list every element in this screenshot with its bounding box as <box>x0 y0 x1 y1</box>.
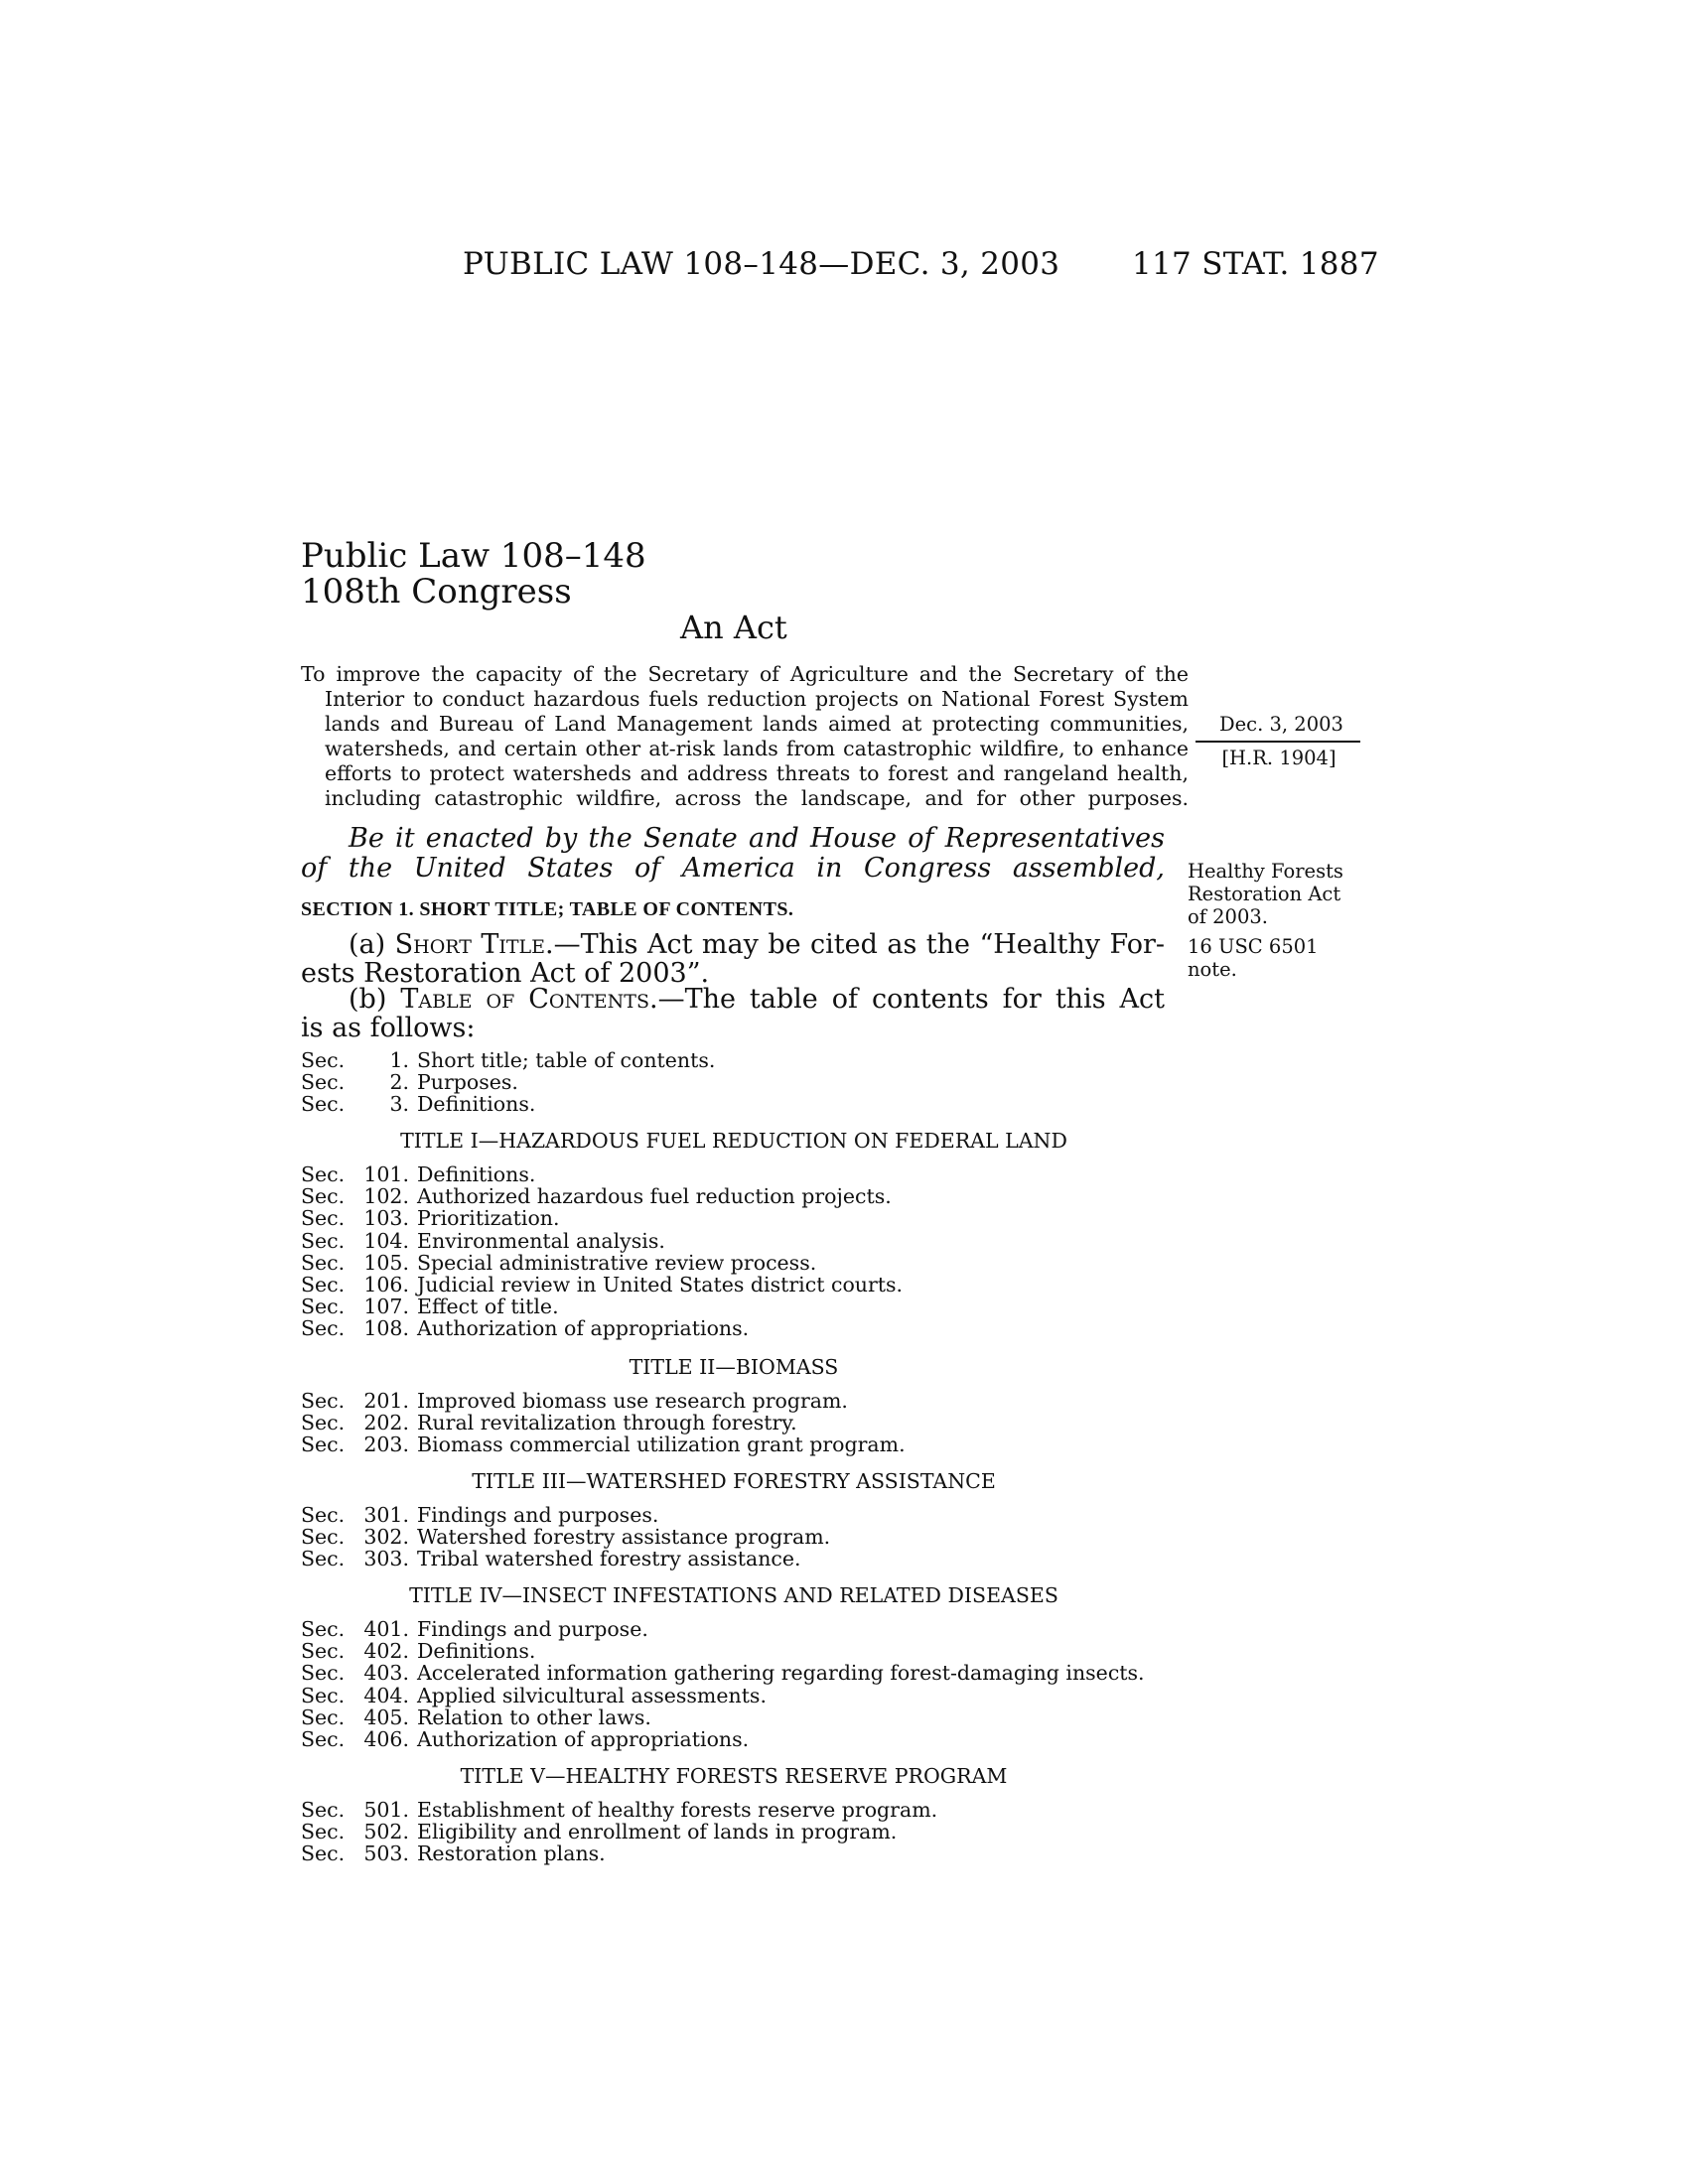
toc-entry <box>301 1640 1195 1662</box>
toc-sec-label: Sec. <box>301 1250 346 1275</box>
toc-sec-title: Establishment of healthy forests reserve program. <box>417 1798 938 1822</box>
toc-sec-number: 302. <box>363 1525 409 1550</box>
subsection-a-label: (a) <box>349 929 395 960</box>
toc-entry <box>301 1618 1195 1640</box>
toc-sec-number: 401. <box>363 1617 409 1641</box>
subsection-a-text: .—This Act may be cited as the “Healthy For- <box>545 929 1165 960</box>
enacting-clause: Be it enacted by the Senate and House of Representatives of the United States of America in Congress assembled, <box>301 823 1165 884</box>
toc-sec-label: Sec. <box>301 1295 346 1319</box>
toc-sec-number: 301. <box>363 1503 409 1527</box>
toc-title-1-sections <box>301 1163 1195 1340</box>
running-header-stat-page: 117 STAT. 1887 <box>1132 246 1379 282</box>
toc-sec-label: Sec. <box>301 1661 346 1686</box>
toc-sec-label: Sec. <box>301 1503 346 1527</box>
toc-sec-title: Tribal watershed forestry assistance. <box>417 1547 801 1571</box>
subsection-b-line-2: is as follows: <box>301 1013 476 1043</box>
toc-entry <box>301 1252 1195 1274</box>
toc-sec-title: Definitions. <box>417 1092 536 1117</box>
subsection-b-label: (b) <box>349 984 401 1015</box>
toc-sec-label: Sec. <box>301 1433 346 1457</box>
toc-sec-number: 103. <box>363 1206 409 1231</box>
toc-sec-number: 1. <box>389 1048 409 1072</box>
toc-sec-number: 403. <box>363 1661 409 1686</box>
toc-entry <box>301 1526 1195 1548</box>
toc-entry <box>301 1728 1195 1750</box>
toc-sec-title: Watershed forestry assistance program. <box>417 1525 831 1550</box>
toc-sec-label: Sec. <box>301 1070 346 1095</box>
toc-sec-title: Findings and purposes. <box>417 1503 659 1527</box>
toc-sec-label: Sec. <box>301 1842 346 1866</box>
toc-title-4-sections <box>301 1618 1195 1750</box>
toc-sec-label: Sec. <box>301 1206 346 1231</box>
toc-title-3-sections <box>301 1504 1195 1570</box>
toc-sec-title: Rural revitalization through forestry. <box>417 1411 797 1435</box>
running-header-citation: PUBLIC LAW 108–148—DEC. 3, 2003 <box>463 246 1060 282</box>
toc-sec-label: Sec. <box>301 1617 346 1641</box>
toc-sec-title: Applied silvicultural assessments. <box>417 1683 767 1707</box>
toc-sec-number: 406. <box>363 1727 409 1752</box>
toc-sec-title: Short title; table of contents. <box>417 1048 716 1072</box>
toc-entry <box>301 1685 1195 1706</box>
toc-sec-number: 105. <box>363 1250 409 1275</box>
toc-sec-label: Sec. <box>301 1820 346 1844</box>
toc-sec-label: Sec. <box>301 1798 346 1822</box>
toc-sec-number: 404. <box>363 1683 409 1707</box>
toc-sec-title: Improved biomass use research program. <box>417 1389 848 1413</box>
toc-sec-number: 502. <box>363 1820 409 1844</box>
toc-sec-label: Sec. <box>301 1228 346 1253</box>
toc-sec-label: Sec. <box>301 1639 346 1664</box>
toc-sec-number: 203. <box>363 1433 409 1457</box>
section-1-heading: SECTION 1. SHORT TITLE; TABLE OF CONTENTS. <box>301 898 794 920</box>
toc-title-heading: TITLE II—BIOMASS <box>629 1355 839 1379</box>
toc-title-5-sections <box>301 1799 1195 1865</box>
purpose-statement: To improve the capacity of the Secretary of Agriculture and the Secretary of the Interior to conduct hazardous fuels reduction projects on National Forest System lands and Bureau of Land Management lands aimed at protecting communities, watersheds, and certain other at-risk lands from catastrophic wildfire, to enhance efforts to protect watersheds and address threats to forest and rangeland health, including catastrophic wildfire, across the landscape, and for other purposes. <box>301 662 1189 810</box>
subsection-a-line-2: ests Restoration Act of 2003”. <box>301 958 710 989</box>
toc-sec-number: 107. <box>363 1295 409 1319</box>
toc-entry <box>301 1093 1195 1115</box>
margin-short-title-note: Healthy Forests Restoration Act of 2003. <box>1188 860 1343 928</box>
toc-sec-number: 104. <box>363 1228 409 1253</box>
toc-sec-label: Sec. <box>301 1389 346 1413</box>
toc-sec-label: Sec. <box>301 1547 346 1571</box>
toc-entry <box>301 1412 1195 1433</box>
toc-sec-number: 402. <box>363 1639 409 1664</box>
toc-sec-number: 2. <box>389 1070 409 1095</box>
toc-entry <box>301 1433 1195 1455</box>
toc-sec-title: Eligibility and enrollment of lands in program. <box>417 1820 898 1844</box>
toc-entry <box>301 1274 1195 1296</box>
toc-sec-title: Judicial review in United States district courts. <box>417 1273 904 1297</box>
toc-sec-number: 503. <box>363 1842 409 1866</box>
toc-entry <box>301 1799 1195 1821</box>
toc-sec-label: Sec. <box>301 1162 346 1186</box>
margin-rule <box>1196 741 1360 743</box>
toc-sec-number: 106. <box>363 1273 409 1297</box>
toc-sec-number: 3. <box>389 1092 409 1117</box>
toc-sec-label: Sec. <box>301 1273 346 1297</box>
toc-entry <box>301 1317 1195 1339</box>
toc-entry <box>301 1662 1195 1684</box>
toc-entry <box>301 1049 1195 1071</box>
toc-intro <box>301 1049 1195 1116</box>
toc-sec-label: Sec. <box>301 1316 346 1341</box>
toc-sec-title: Authorization of appropriations. <box>417 1316 750 1341</box>
toc-entry <box>301 1296 1195 1317</box>
subsection-a-caption: Short Title <box>394 929 546 960</box>
toc-sec-label: Sec. <box>301 1092 346 1117</box>
toc-entry <box>301 1185 1195 1207</box>
toc-sec-title: Restoration plans. <box>417 1842 606 1866</box>
toc-sec-label: Sec. <box>301 1048 346 1072</box>
toc-title-2-sections <box>301 1390 1195 1456</box>
toc-entry <box>301 1390 1195 1412</box>
toc-entry <box>301 1163 1195 1185</box>
toc-sec-title: Relation to other laws. <box>417 1705 651 1729</box>
toc-sec-number: 201. <box>363 1389 409 1413</box>
congress-number: 108th Congress <box>301 572 572 612</box>
margin-usc-note: 16 USC 6501 note. <box>1188 935 1319 981</box>
subsection-b-caption: Table of Contents <box>400 984 649 1015</box>
toc-sec-title: Definitions. <box>417 1639 536 1664</box>
subsection-b-text: .—The table of contents for this Act <box>648 984 1166 1015</box>
toc-sec-number: 108. <box>363 1316 409 1341</box>
toc-sec-title: Accelerated information gathering regarding forest-damaging insects. <box>417 1661 1145 1686</box>
subsection-b-line-1 <box>301 985 1165 1014</box>
toc-entry <box>301 1548 1195 1570</box>
toc-sec-number: 101. <box>363 1162 409 1186</box>
margin-bill-number: [H.R. 1904] <box>1221 747 1336 769</box>
toc-entry <box>301 1821 1195 1843</box>
toc-title-heading: TITLE III—WATERSHED FORESTRY ASSISTANCE <box>472 1469 996 1493</box>
margin-date: Dec. 3, 2003 <box>1219 713 1343 736</box>
toc-sec-label: Sec. <box>301 1683 346 1707</box>
toc-sec-number: 303. <box>363 1547 409 1571</box>
toc-sec-title: Findings and purpose. <box>417 1617 648 1641</box>
toc-sec-title: Environmental analysis. <box>417 1228 665 1253</box>
toc-title-heading: TITLE V—HEALTHY FORESTS RESERVE PROGRAM <box>460 1764 1008 1788</box>
toc-title-heading: TITLE IV—INSECT INFESTATIONS AND RELATED DISEASES <box>409 1583 1058 1607</box>
toc-entry <box>301 1071 1195 1093</box>
toc-sec-number: 501. <box>363 1798 409 1822</box>
toc-entry <box>301 1207 1195 1229</box>
act-title: An Act <box>680 609 787 646</box>
public-law-number: Public Law 108–148 <box>301 536 646 576</box>
toc-sec-label: Sec. <box>301 1411 346 1435</box>
toc-sec-number: 102. <box>363 1184 409 1209</box>
toc-sec-number: 405. <box>363 1705 409 1729</box>
toc-entry <box>301 1230 1195 1252</box>
toc-sec-label: Sec. <box>301 1525 346 1550</box>
toc-sec-number: 202. <box>363 1411 409 1435</box>
toc-sec-title: Authorized hazardous fuel reduction projects. <box>417 1184 892 1209</box>
toc-sec-title: Authorization of appropriations. <box>417 1727 750 1752</box>
toc-sec-title: Purposes. <box>417 1070 518 1095</box>
toc-sec-label: Sec. <box>301 1184 346 1209</box>
toc-sec-title: Biomass commercial utilization grant program. <box>417 1433 906 1457</box>
toc-sec-title: Special administrative review process. <box>417 1250 817 1275</box>
subsection-a-line-1 <box>301 930 1165 959</box>
toc-sec-label: Sec. <box>301 1727 346 1752</box>
toc-sec-title: Prioritization. <box>417 1206 560 1231</box>
toc-entry <box>301 1843 1195 1864</box>
toc-entry <box>301 1504 1195 1526</box>
toc-sec-label: Sec. <box>301 1705 346 1729</box>
toc-entry <box>301 1706 1195 1728</box>
toc-sec-title: Effect of title. <box>417 1295 559 1319</box>
toc-sec-title: Definitions. <box>417 1162 536 1186</box>
toc-title-heading: TITLE I—HAZARDOUS FUEL REDUCTION ON FEDERAL LAND <box>400 1129 1067 1153</box>
